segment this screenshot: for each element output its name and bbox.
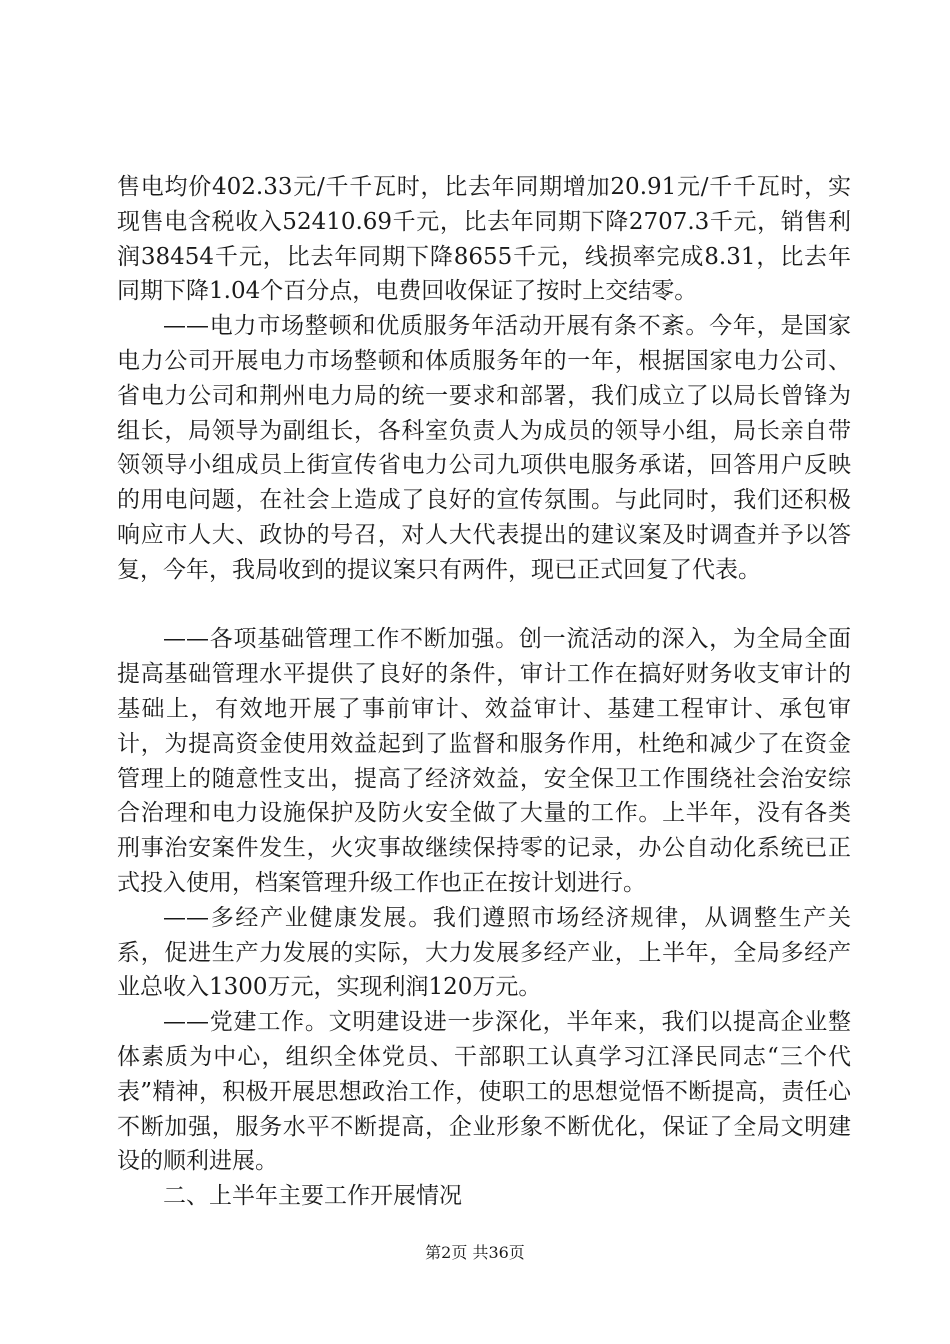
paragraph-diversified-industry: ——多经产业健康发展。我们遵照市场经济规律，从调整生产关系，促进生产力发展的实际，大力发展多经产业，上半年，全局多经产业总收入1300万元，实现利润120万元。: [117, 904, 851, 1001]
paragraph-basic-management: ——各项基础管理工作不断加强。创一流活动的深入，为全局全面提高基础管理水平提供了良好的条件，审计工作在搞好财务收支审计的基础上，有效地开展了事前审计、效益审计、基建工程审计、承包审计，为提高资金使用效益起到了监督和服务作用，杜绝和减少了在资金管理上的随意性支出，提高了经济效益，安全保卫工作围绕社会治安综合治理和电力设施保护及防火安全做了大量的工作。上半年，没有各类刑事治安案件发生，火灾事故继续保持零的记录，办公自动化系统已正式投入使用，档案管理升级工作也正在按计划进行。: [117, 626, 851, 896]
section-heading: 二、上半年主要工作开展情况: [163, 1183, 462, 1210]
paragraph-party-building: ——党建工作。文明建设进一步深化，半年来，我们以提高企业整体素质为中心，组织全体党员、干部职工认真学习江泽民同志“三个代表”精神，积极开展思想政治工作，使职工的思想觉悟不断提高，责任心不断加强，服务水平不断提高，企业形象不断优化，保证了全局文明建设的顺利进展。: [117, 1009, 851, 1175]
page-footer: 第2页 共36页: [425, 1243, 525, 1262]
paragraph-sales-summary: 售电均价402.33元/千千瓦时，比去年同期增加20.91元/千千瓦时，实现售电含税收入52410.69千元，比去年同期下降2707.3千元，销售利润38454千元，比去年同期下降8655千元，线损率完成8.31，比去年同期下降1.04个百分点，电费回收保证了按时上交结零。: [117, 174, 851, 305]
paragraph-market-service: ——电力市场整顿和优质服务年活动开展有条不紊。今年，是国家电力公司开展电力市场整顿和体质服务年的一年，根据国家电力公司、省电力公司和荆州电力局的统一要求和部署，我们成立了以局长曾锋为组长，局领导为副组长，各科室负责人为成员的领导小组，局长亲自带领领导小组成员上街宣传省电力公司九项供电服务承诺，回答用户反映的用电问题，在社会上造成了良好的宣传氛围。与此同时，我们还积极响应市人大、政协的号召，对人大代表提出的建议案及时调查并予以答复，今年，我局收到的提议案只有两件，现已正式回复了代表。: [117, 313, 851, 583]
body-text: [117, 170, 851, 1214]
